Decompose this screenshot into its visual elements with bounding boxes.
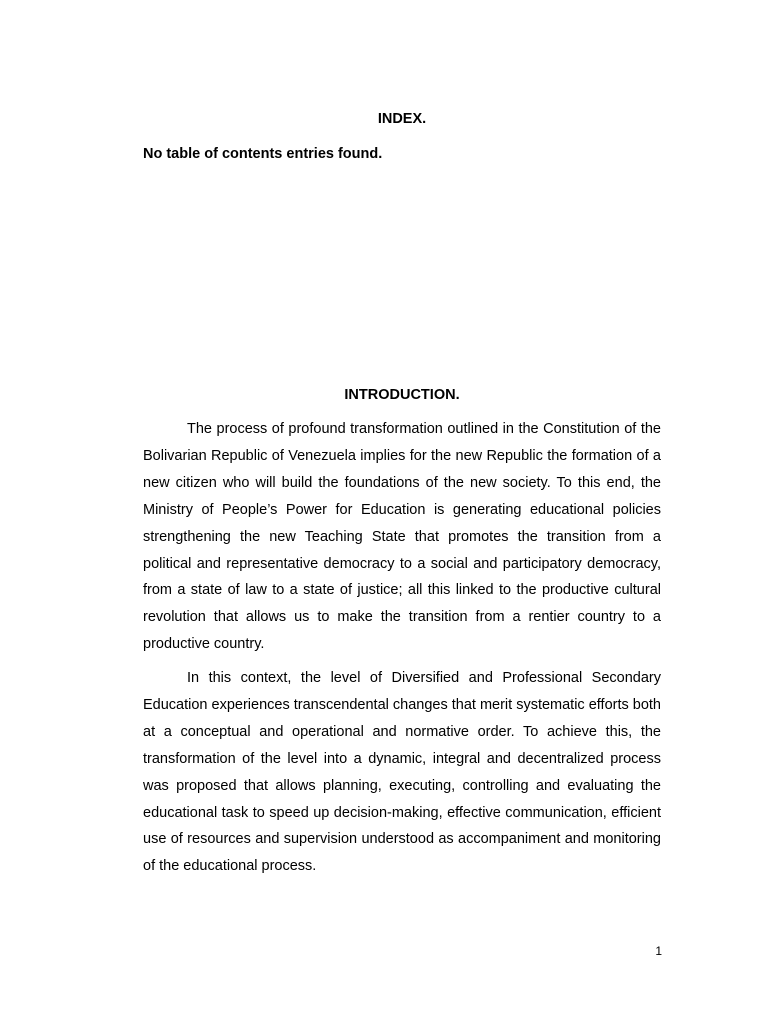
introduction-heading: INTRODUCTION. (344, 387, 460, 403)
introduction-paragraph-2: In this context, the level of Diversified and Professional Secondary Education experiences transcendental changes that merit systematic efforts both at a conceptual and operational and normative order. To achieve this, the transformation of the level into a dynamic, integral and decentralized process was proposed that allows planning, executing, controlling and evaluating the educational task to speed up decision-making, effective communication, efficient use of resources and supervision understood as accompaniment and monitoring of the educational process. (143, 670, 661, 875)
introduction-paragraph-1: The process of profound transformation outlined in the Constitution of the Bolivarian Republic of Venezuela implies for the new Republic the formation of a new citizen who will build the foundations of the new society. To this end, the Ministry of People’s Power for Education is generating educational policies strengthening the new Teaching State that promotes the transition from a political and representative democracy to a social and participatory democracy, from a state of law to a state of justice; all this linked to the productive cultural revolution that allows us to make the transition from a rentier country to a productive country. (143, 421, 661, 653)
index-heading: INDEX. (377, 111, 427, 127)
page-number: 1 (655, 944, 662, 958)
toc-empty-message: No table of contents entries found. (143, 146, 383, 162)
